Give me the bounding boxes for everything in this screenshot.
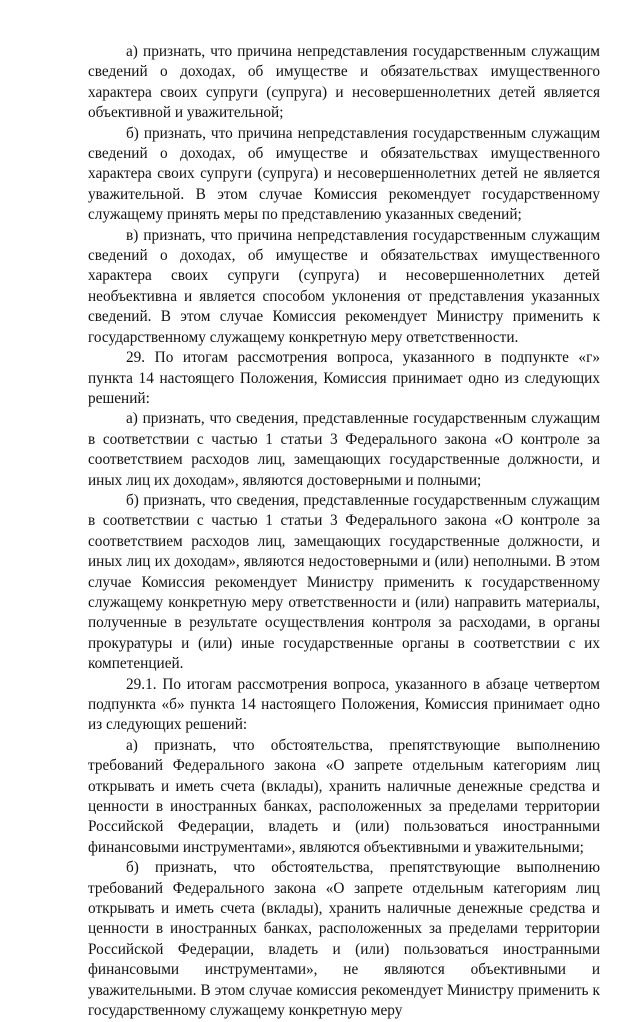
paragraph-29-1a: а) признать, что обстоятельства, препятствующие выполнению требований Федерального закона «О запрете отдельным категориям лиц открывать и иметь счета (вклады), хранить наличные денежные средства и ценности в иностранных банках, расположенных за пределами территории Российской Федерации, владеть и (или) пользоваться иностранными финансовыми инструментами», являются объективными и уважительными; — [88, 736, 600, 856]
paragraph-29-1b: б) признать, что обстоятельства, препятствующие выполнению требований Федерального закона «О запрете отдельным категориям лиц открывать и иметь счета (вклады), хранить наличные денежные средства и ценности в иностранных банках, расположенных за пределами территории Российской Федерации, владеть и (или) пользоваться иностранными финансовыми инструментами», не являются объективными и уважительными. В этом случае комиссия рекомендует Министру применить к государственному служащему конкретную меру — [88, 859, 600, 1020]
paragraph-29-1: 29.1. По итогам рассмотрения вопроса, указанного в абзаце четвертом подпункта «б» пункта 14 настоящего Положения, Комиссия принимает одно из следующих решений: — [88, 675, 600, 734]
paragraph-1c: в) признать, что причина непредставления государственным служащим сведений о доходах, об имуществе и обязательствах имущественного характера своих супруги (супруга) и несовершеннолетних детей необъективна и является способом уклонения от представления указанных сведений. В этом случае Комиссия рекомендует Министру применить к государственному служащему конкретную меру ответственности. — [88, 226, 600, 346]
paragraph-29a: а) признать, что сведения, представленные государственным служащим в соответствии с частью 1 статьи 3 Федерального закона «О контроле за соответствием расходов лиц, замещающих государственные должности, и иных лиц их доходам», являются достоверными и полными; — [88, 410, 600, 489]
document-page — [88, 42, 600, 1022]
paragraph-29: 29. По итогам рассмотрения вопроса, указанного в подпункте «г» пункта 14 настоящего Положения, Комиссия принимает одно из следующих решений: — [88, 349, 600, 407]
paragraph-1b: б) признать, что причина непредставления государственным служащим сведений о доходах, об имуществе и обязательствах имущественного характера своих супруги (супруга) и несовершеннолетних детей не является уважительной. В этом случае Комиссия рекомендует государственному служащему принять меры по представлению указанных сведений; — [88, 124, 600, 224]
paragraph-1a: а) признать, что причина непредставления государственным служащим сведений о доходах, об имуществе и обязательствах имущественного характера своих супруги (супруга) и несовершеннолетних детей является объективной и уважительной; — [88, 43, 600, 122]
paragraph-29b: б) признать, что сведения, представленные государственным служащим в соответствии с частью 1 статьи 3 Федерального закона «О контроле за соответствием расходов лиц, замещающих государственные должности, и иных лиц их доходам», являются недостоверными и (или) неполными. В этом случае Комиссия рекомендует Министру применить к государственному служащему конкретную меру ответственности и (или) направить материалы, полученные в результате осуществления контроля за расходами, в органы прокуратуры и (или) иные государственные органы в соответствии с их компетенцией. — [88, 491, 600, 673]
